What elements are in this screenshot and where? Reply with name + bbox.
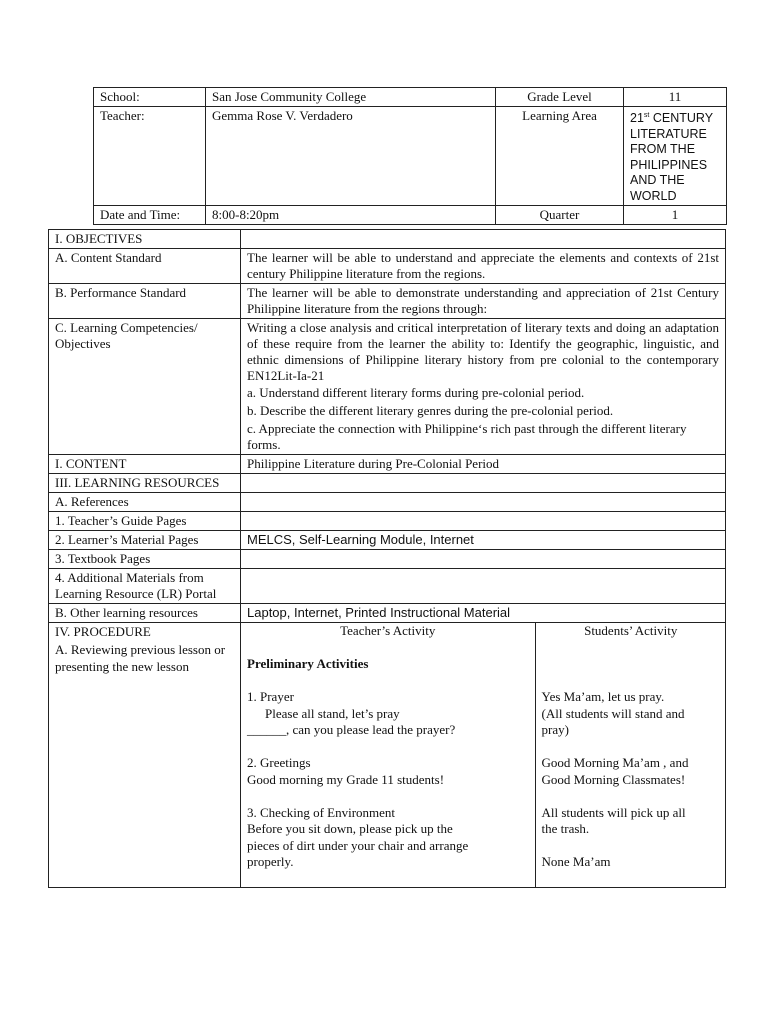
objectives-row [49,230,726,249]
spacer [542,838,721,855]
teachers-activity-header: Teacher’s Activity [340,623,436,638]
teachers-guide-label: 1. Teacher’s Guide Pages [49,512,241,531]
teachers-guide-row [49,512,726,531]
performance-standard-row [49,284,726,319]
performance-standard-value: The learner will be able to demonstrate understanding and appreciation of 21st Century Philippine literature from the regions through: [241,284,726,319]
spacer [542,640,721,657]
learning-resources-value [241,474,726,493]
quarter-label: Quarter [496,206,624,225]
reviewing-label: A. Reviewing previous lesson or presenting the new lesson [55,641,226,674]
content-standard-value: The learner will be able to understand and appreciate the elements and contexts of 21st century Philippine literature from the regions. [241,249,726,284]
additional-materials-label: 4. Additional Materials from Learning Resource (LR) Portal [49,569,241,604]
prayer-line-1: Please all stand, let’s pray [265,705,400,721]
prayer-line-2: ______, can you please lead the prayer? [247,722,456,737]
references-label: A. References [49,493,241,512]
date-time-label: Date and Time: [94,206,206,225]
school-value: San Jose Community College [206,88,496,107]
student-prayer-3: pray) [541,722,569,737]
teacher-row [94,107,727,206]
spacer [247,739,529,756]
environment-heading: 3. Checking of Environment [247,804,396,820]
content-standard-row [49,249,726,284]
competencies-label: C. Learning Competencies/ Objectives [49,319,241,455]
school-row [94,88,727,107]
spacer [247,640,529,657]
prayer-heading: 1. Prayer [247,689,294,704]
textbook-value [241,550,726,569]
activities-row [241,623,726,887]
teacher-label: Teacher: [94,107,206,206]
content-standard-label: A. Content Standard [49,249,241,284]
spacer [247,673,529,690]
content-value: Philippine Literature during Pre-Colonial Period [241,455,726,474]
procedure-label-cell [49,623,241,888]
learning-area-value-sup: st [643,112,650,119]
learning-area-label: Learning Area [496,107,624,206]
student-env-1: All students will pick up all [541,804,686,820]
other-resources-row [49,604,726,623]
textbook-label: 3. Textbook Pages [49,550,241,569]
references-row [49,493,726,512]
spacer [542,673,721,690]
content-label: I. CONTENT [49,455,241,474]
learners-material-value: MELCS, Self-Learning Module, Internet [241,531,726,550]
competency-c: c. Appreciate the connection with Philippine‘s rich past through the different literary forms. [247,421,687,452]
competencies-value [241,319,726,455]
greetings-heading: 2. Greetings [247,755,311,770]
objectives-value [241,230,726,249]
preliminary-heading: Preliminary Activities [247,656,369,671]
spacer [542,656,721,673]
spacer [542,739,721,756]
grade-level-label: Grade Level [496,88,624,107]
objectives-label: I. OBJECTIVES [49,230,241,249]
learners-material-row [49,531,726,550]
content-row [49,455,726,474]
additional-materials-row [49,569,726,604]
teacher-value: Gemma Rose V. Verdadero [206,107,496,206]
students-activity-header: Students’ Activity [584,623,678,638]
references-value [241,493,726,512]
procedure-activities-cell [241,623,726,888]
date-time-value: 8:00-8:20pm [206,206,496,225]
school-label: School: [94,88,206,107]
quarter-value: 1 [624,206,727,225]
spacer [247,788,529,805]
lesson-plan-table [48,229,726,888]
learning-resources-row [49,474,726,493]
procedure-row [49,623,726,888]
performance-standard-label: B. Performance Standard [49,284,241,319]
activities-table [241,623,726,887]
learning-area-value-rest: CENTURY LITERATURE FROM THE PHILIPPINES AND THE WORLD [630,111,713,203]
student-greet-1: Good Morning Ma’am , and [541,755,689,770]
learners-material-label: 2. Learner’s Material Pages [49,531,241,550]
learning-area-value [624,107,727,206]
other-resources-value: Laptop, Internet, Printed Instructional Material [241,604,726,623]
header-info-table [93,87,727,225]
student-greet-2: Good Morning Classmates! [541,771,686,787]
teachers-guide-value [241,512,726,531]
grade-level-value: 11 [624,88,727,107]
student-env-2: the trash. [541,821,590,836]
additional-materials-value [241,569,726,604]
competency-b: b. Describe the different literary genres during the pre-colonial period. [247,403,614,418]
learning-resources-label: III. LEARNING RESOURCES [49,474,241,493]
spacer [542,788,721,805]
environment-line-3: properly. [247,854,294,869]
competencies-row [49,319,726,455]
date-row [94,206,727,225]
students-activity-column [535,623,726,887]
greetings-line: Good morning my Grade 11 students! [247,771,445,787]
environment-line-2: pieces of dirt under your chair and arrange [247,837,469,853]
competency-a: a. Understand different literary forms during pre-colonial period. [247,385,585,400]
student-env-3: None Ma’am [541,854,611,869]
textbook-row [49,550,726,569]
procedure-label: IV. PROCEDURE [55,624,151,639]
student-prayer-2: (All students will stand and [541,705,685,721]
environment-line-1: Before you sit down, please pick up the [247,821,453,836]
student-prayer-1: Yes Ma’am, let us pray. [541,689,665,704]
teachers-activity-column [241,623,535,887]
learning-area-value-prefix: 21 [630,111,644,126]
competency-intro: Writing a close analysis and critical interpretation of literary texts and doing an adaptation of these require from the learner the ability to: Identify the geographic, linguistic, and ethnic dimensions of Philippine literary history from pre colonial to the contemporary EN12Lit-Ia-21 [247,320,719,383]
other-resources-label: B. Other learning resources [49,604,241,623]
